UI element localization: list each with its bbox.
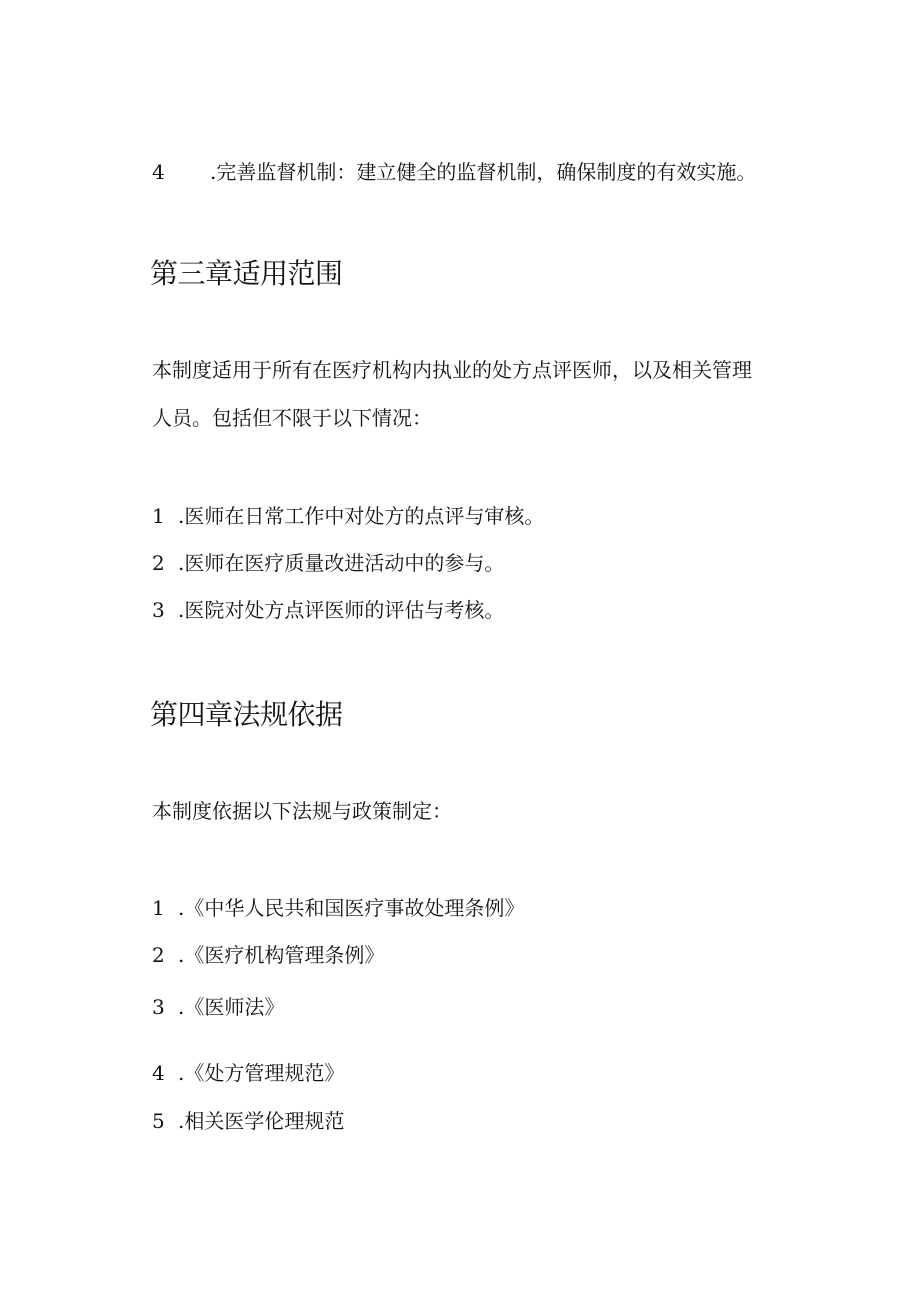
list-item-text: .完善监督机制：建立健全的监督机制，确保制度的有效实施。 bbox=[210, 160, 757, 184]
list-item-number: 4 bbox=[152, 1061, 165, 1085]
chapter-heading: 第四章法规依据 bbox=[150, 698, 343, 731]
list-item-number: 1 bbox=[152, 896, 165, 920]
list-item-number: 2 bbox=[152, 943, 165, 967]
list-item-text: .《处方管理规范》 bbox=[178, 1061, 345, 1085]
list-item-number: 3 bbox=[152, 598, 165, 622]
list-item bbox=[152, 549, 504, 577]
list-item-text: .《中华人民共和国医疗事故处理条例》 bbox=[178, 896, 525, 920]
list-item-text: .《医师法》 bbox=[178, 995, 285, 1019]
paragraph-line: 本制度依据以下法规与政策制定： bbox=[152, 799, 452, 823]
list-item-number: 4 bbox=[152, 160, 165, 184]
list-item-text: .医师在日常工作中对处方的点评与审核。 bbox=[178, 504, 545, 528]
paragraph-line: 本制度适用于所有在医疗机构内执业的处方点评医师，以及相关管理 bbox=[152, 358, 752, 382]
list-item-text: .医师在医疗质量改进活动中的参与。 bbox=[178, 551, 505, 575]
list-item bbox=[152, 158, 756, 186]
chapter-heading: 第三章适用范围 bbox=[150, 257, 343, 290]
list-item bbox=[152, 596, 504, 624]
list-item bbox=[152, 993, 284, 1021]
list-item bbox=[152, 1059, 344, 1087]
list-item-number: 3 bbox=[152, 995, 165, 1019]
list-item-text: .医院对处方点评医师的评估与考核。 bbox=[178, 598, 505, 622]
list-item bbox=[152, 1107, 344, 1135]
list-item-text: .相关医学伦理规范 bbox=[178, 1109, 345, 1133]
list-item-number: 1 bbox=[152, 504, 165, 528]
list-item-text: .《医疗机构管理条例》 bbox=[178, 943, 385, 967]
paragraph-line: 人员。包括但不限于以下情况： bbox=[152, 406, 432, 430]
list-item bbox=[152, 941, 384, 969]
list-item bbox=[152, 502, 544, 530]
list-item-number: 2 bbox=[152, 551, 165, 575]
list-item-number: 5 bbox=[152, 1109, 165, 1133]
list-item bbox=[152, 894, 524, 922]
